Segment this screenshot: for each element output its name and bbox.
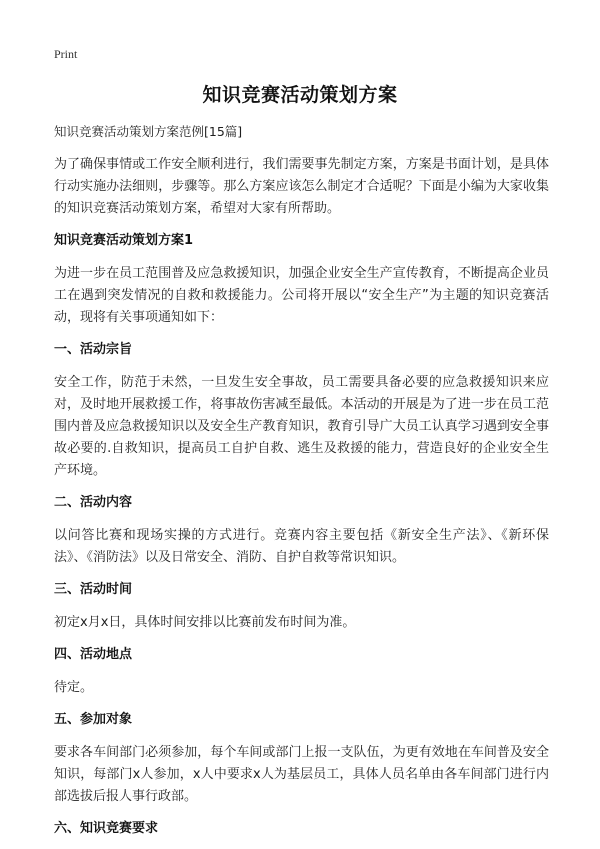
section-heading-location: 四、活动地点 (54, 647, 133, 662)
document-body (54, 121, 549, 849)
section-body-purpose: 安全工作，防范于未然，一旦发生安全事故，员工需要具备必要的应急救援知识来应对，及时地开展救援工作，将事故伤害减至最低。本活动的开展是为了进一步在员工范围内普及应急救援知识以及安全生产教育知识，教育引导广大员工认真学习遇到安全事故必要的.自救知识，提高员工自护自救、逃生及救援的能力，营造良好的企业安全生产环境。 (54, 375, 549, 478)
section-body-time: 初定x月x日，具体时间安排以比赛前发布时间为准。 (54, 615, 356, 630)
print-link[interactable]: Print (54, 47, 78, 61)
section-body-location: 待定。 (54, 680, 94, 695)
intro-paragraph: 为了确保事情或工作安全顺利进行，我们需要事先制定方案，方案是书面计划，是具体行动实施办法细则，步骤等。那么方案应该怎么制定才合适呢？下面是小编为大家收集的知识竞赛活动策划方案，希望对大家有所帮助。 (54, 157, 549, 216)
section-heading-purpose: 一、活动宗旨 (54, 342, 133, 357)
section-body-participants: 要求各车间部门必须参加，每个车间或部门上报一支队伍，为更有效地在车间普及安全知识，每部门x人参加，x人中要求x人为基层员工，具体人员名单由各车间部门进行内部选拔后报人事行政部。 (54, 745, 549, 804)
plan1-heading: 知识竞赛活动策划方案1 (54, 233, 194, 248)
section-body-content: 以问答比赛和现场实操的方式进行。竞赛内容主要包括《新安全生产法》、《新环保法》、《消防法》以及日常安全、消防、自护自救等常识知识。 (54, 528, 549, 565)
document-subtitle: 知识竞赛活动策划方案范例[15篇] (54, 124, 243, 139)
plan1-intro-paragraph: 为进一步在员工范围普及应急救援知识，加强企业安全生产宣传教育，不断提高企业员工在遇到突发情况的自救和救援能力。公司将开展以“安全生产”为主题的知识竞赛活动，现将有关事项通知如下： (54, 266, 549, 325)
page-title: 知识竞赛活动策划方案 (202, 84, 398, 106)
section-heading-participants: 五、参加对象 (54, 712, 133, 727)
section-heading-time: 三、活动时间 (54, 582, 133, 597)
section-heading-requirements: 六、知识竞赛要求 (54, 821, 159, 836)
section-heading-content: 二、活动内容 (54, 495, 133, 510)
